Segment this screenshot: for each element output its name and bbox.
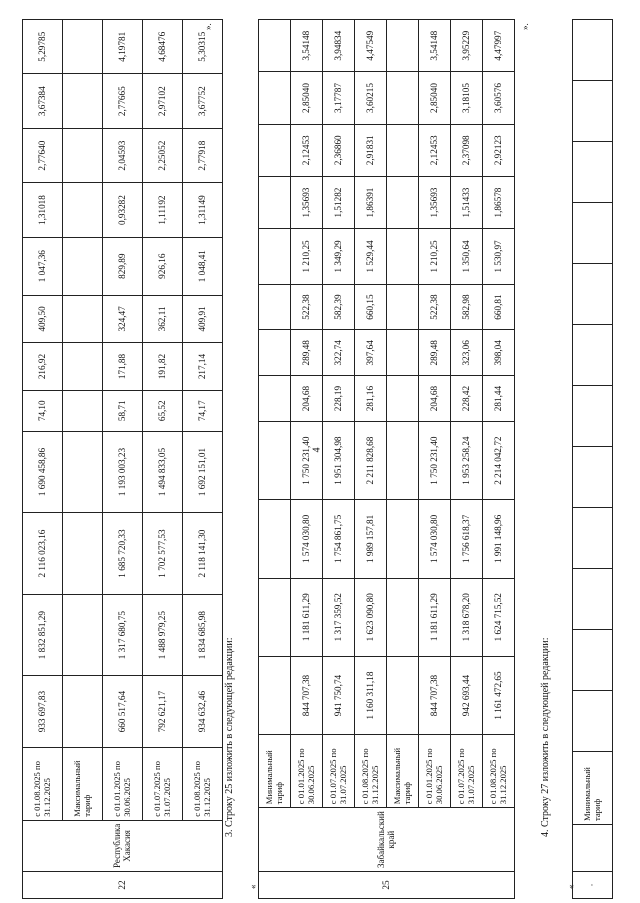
value-cell: 1 048,41 — [183, 237, 223, 295]
value-cell: 58,71 — [103, 390, 143, 431]
period-cell: Минимальный тариф — [573, 752, 613, 825]
value-cell — [387, 656, 419, 734]
value-cell — [387, 376, 419, 422]
page-number: 4 — [311, 447, 323, 453]
value-cell: 4,19781 — [103, 20, 143, 75]
value-cell: 1 756 618,37 — [451, 500, 483, 578]
value-cell: 1,11192 — [143, 183, 183, 237]
value-cell: 2,77918 — [183, 128, 223, 182]
value-cell: 409,50 — [23, 295, 63, 343]
value-cell: 1 160 311,18 — [355, 656, 387, 734]
tariff-table-2 — [258, 19, 515, 899]
value-cell: 398,04 — [483, 330, 515, 376]
value-cell: 74,17 — [183, 390, 223, 431]
value-cell — [63, 431, 103, 513]
value-cell: 2,77665 — [103, 74, 143, 128]
value-cell — [573, 447, 613, 508]
value-cell — [573, 569, 613, 630]
table-row — [291, 20, 323, 899]
value-cell: 1 350,64 — [451, 229, 483, 285]
value-cell: 934 632,46 — [183, 676, 223, 747]
value-cell: 323,06 — [451, 330, 483, 376]
close-quote-1: ». — [203, 23, 213, 30]
value-cell: 409,91 — [183, 295, 223, 343]
value-cell — [63, 128, 103, 182]
value-cell: 844 707,38 — [419, 656, 451, 734]
value-cell: 74,10 — [23, 390, 63, 431]
value-cell — [573, 691, 613, 752]
value-cell: 1 210,25 — [419, 229, 451, 285]
table-row — [419, 20, 451, 899]
value-cell — [573, 203, 613, 264]
table-row — [23, 20, 63, 899]
value-cell: 941 750,74 — [323, 656, 355, 734]
value-cell: 217,14 — [183, 343, 223, 391]
value-cell: 2,85040 — [291, 72, 323, 124]
value-cell: 2,04593 — [103, 128, 143, 182]
value-cell: 1 317 680,75 — [103, 594, 143, 676]
value-cell: 1 624 715,52 — [483, 578, 515, 656]
value-cell — [259, 229, 291, 285]
value-cell — [387, 229, 419, 285]
open-quote-3: « — [566, 884, 576, 889]
value-cell — [573, 142, 613, 203]
value-cell: 3,60215 — [355, 72, 387, 124]
value-cell: 171,88 — [103, 343, 143, 391]
value-cell — [387, 124, 419, 176]
value-cell: 397,64 — [355, 330, 387, 376]
value-cell — [387, 330, 419, 376]
open-quote-2: « — [248, 884, 258, 889]
value-cell: 660 517,64 — [103, 676, 143, 747]
value-cell: 1 530,97 — [483, 229, 515, 285]
value-cell: 2,91831 — [355, 124, 387, 176]
value-cell — [573, 264, 613, 325]
value-cell: 1 750 231,40 — [419, 421, 451, 499]
value-cell: 1 193 003,23 — [103, 431, 143, 513]
value-cell: 362,11 — [143, 295, 183, 343]
value-cell: 5,29785 — [23, 20, 63, 75]
row-number-cell: 22 — [23, 872, 223, 899]
value-cell: 933 697,83 — [23, 676, 63, 747]
region-name-cell: Забайкальский край — [259, 808, 515, 872]
value-cell: 1 317 359,52 — [323, 578, 355, 656]
period-cell: с 01.07.2025 по 31.07.2025 — [143, 747, 183, 820]
value-cell: 4,47549 — [355, 20, 387, 72]
value-cell: 281,44 — [483, 376, 515, 422]
value-cell: 1 529,44 — [355, 229, 387, 285]
table-row — [573, 20, 613, 899]
value-cell: 1 685 720,33 — [103, 513, 143, 595]
tariff-table-1 — [22, 19, 223, 899]
value-cell: 1 161 472,65 — [483, 656, 515, 734]
value-cell: 844 707,38 — [291, 656, 323, 734]
value-cell — [63, 343, 103, 391]
value-cell: 204,68 — [291, 376, 323, 422]
table-row — [451, 20, 483, 899]
value-cell: 1 754 861,75 — [323, 500, 355, 578]
value-cell: 3,94834 — [323, 20, 355, 72]
value-cell: 1 574 030,80 — [419, 500, 451, 578]
value-cell: 2,92123 — [483, 124, 515, 176]
value-cell — [63, 183, 103, 237]
value-cell — [63, 237, 103, 295]
value-cell: 1,86391 — [355, 176, 387, 228]
period-cell: с 01.01.2025 по 30.06.2025 — [419, 735, 451, 808]
period-cell: с 01.01.2025 по 30.06.2025 — [291, 735, 323, 808]
value-cell — [259, 284, 291, 330]
value-cell: 1 991 148,96 — [483, 500, 515, 578]
period-cell: с 01.07.2025 по 31.07.2025 — [323, 735, 355, 808]
value-cell: 3,67752 — [183, 74, 223, 128]
value-cell — [573, 386, 613, 447]
value-cell: 1,51282 — [323, 176, 355, 228]
value-cell: 3,54148 — [291, 20, 323, 72]
value-cell: 3,60576 — [483, 72, 515, 124]
value-cell: 216,92 — [23, 343, 63, 391]
period-cell: с 01.08.2025 по 31.12.2025 — [23, 747, 63, 820]
value-cell: 2,12453 — [419, 124, 451, 176]
value-cell: 2,36860 — [323, 124, 355, 176]
value-cell: 792 621,17 — [143, 676, 183, 747]
value-cell: 204,68 — [419, 376, 451, 422]
value-cell: 0,93282 — [103, 183, 143, 237]
value-cell: 1 951 304,98 — [323, 421, 355, 499]
value-cell: 2 211 828,68 — [355, 421, 387, 499]
value-cell — [259, 376, 291, 422]
value-cell: 1 989 157,81 — [355, 500, 387, 578]
instruction-caption-4: 4. Строку 27 изложить в следующей редакции: — [540, 637, 551, 837]
value-cell: 1 494 833,05 — [143, 431, 183, 513]
value-cell — [63, 295, 103, 343]
value-cell: 1 047,36 — [23, 237, 63, 295]
value-cell: 289,48 — [419, 330, 451, 376]
value-cell: 2,85040 — [419, 72, 451, 124]
table-row — [387, 20, 419, 899]
period-cell: с 01.08.2025 по 31.12.2025 — [183, 747, 223, 820]
value-cell — [63, 390, 103, 431]
value-cell: 2,37098 — [451, 124, 483, 176]
value-cell: 228,19 — [323, 376, 355, 422]
value-cell — [63, 74, 103, 128]
value-cell — [387, 500, 419, 578]
value-cell — [259, 176, 291, 228]
table-row — [103, 20, 143, 899]
value-cell: 1 692 151,01 — [183, 431, 223, 513]
value-cell: 4,68476 — [143, 20, 183, 75]
value-cell: 926,16 — [143, 237, 183, 295]
value-cell: 65,52 — [143, 390, 183, 431]
value-cell: 522,38 — [419, 284, 451, 330]
tariff-table-3 — [572, 19, 613, 899]
value-cell: 1 349,29 — [323, 229, 355, 285]
value-cell: 660,81 — [483, 284, 515, 330]
value-cell: 522,38 — [291, 284, 323, 330]
value-cell: 1 953 258,24 — [451, 421, 483, 499]
value-cell — [573, 325, 613, 386]
value-cell: 2,97102 — [143, 74, 183, 128]
period-cell: Минимальный тариф — [259, 735, 291, 808]
value-cell: 1 702 577,53 — [143, 513, 183, 595]
value-cell: 324,47 — [103, 295, 143, 343]
value-cell: 2,12453 — [291, 124, 323, 176]
period-cell: Максимальный тариф — [387, 735, 419, 808]
value-cell: 3,95229 — [451, 20, 483, 72]
value-cell: 4,47997 — [483, 20, 515, 72]
table-row — [259, 20, 291, 899]
value-cell: 281,16 — [355, 376, 387, 422]
value-cell: 1 834 685,98 — [183, 594, 223, 676]
row-number-cell: 25 — [259, 872, 515, 899]
table-row — [183, 20, 223, 899]
value-cell — [63, 676, 103, 747]
value-cell: 3,17787 — [323, 72, 355, 124]
value-cell — [387, 284, 419, 330]
table-row — [143, 20, 183, 899]
period-cell: с 01.01.2025 по 30.06.2025 — [103, 747, 143, 820]
value-cell: 5,30315 — [183, 20, 223, 75]
value-cell — [259, 500, 291, 578]
table-row — [323, 20, 355, 899]
value-cell — [573, 630, 613, 691]
value-cell: 1,35693 — [419, 176, 451, 228]
value-cell: 942 693,44 — [451, 656, 483, 734]
value-cell: 1,35693 — [291, 176, 323, 228]
table-row — [355, 20, 387, 899]
value-cell: 1 574 030,80 — [291, 500, 323, 578]
value-cell — [387, 421, 419, 499]
value-cell — [573, 20, 613, 81]
value-cell: 3,18105 — [451, 72, 483, 124]
value-cell: 1 318 678,20 — [451, 578, 483, 656]
value-cell: 1,51433 — [451, 176, 483, 228]
value-cell: 1 690 458,86 — [23, 431, 63, 513]
instruction-caption-3: 3. Строку 25 изложить в следующей редакции: — [224, 637, 235, 837]
value-cell — [573, 81, 613, 142]
value-cell: 582,98 — [451, 284, 483, 330]
value-cell: 1 181 611,29 — [291, 578, 323, 656]
value-cell — [387, 72, 419, 124]
value-cell — [63, 594, 103, 676]
table-row — [63, 20, 103, 899]
value-cell: 829,89 — [103, 237, 143, 295]
value-cell — [259, 330, 291, 376]
value-cell: 3,67384 — [23, 74, 63, 128]
close-quote-2: ». — [520, 23, 530, 30]
value-cell: 3,54148 — [419, 20, 451, 72]
value-cell: 1 832 851,29 — [23, 594, 63, 676]
value-cell: 582,39 — [323, 284, 355, 330]
period-cell: Максимальный тариф — [63, 747, 103, 820]
value-cell — [259, 20, 291, 72]
value-cell: 1 181 611,29 — [419, 578, 451, 656]
value-cell: 1 623 090,80 — [355, 578, 387, 656]
value-cell: 191,82 — [143, 343, 183, 391]
period-cell: с 01.07.2025 по 31.07.2025 — [451, 735, 483, 808]
value-cell: 1 488 979,25 — [143, 594, 183, 676]
value-cell — [259, 656, 291, 734]
value-cell: 1,31149 — [183, 183, 223, 237]
value-cell: 1 210,25 — [291, 229, 323, 285]
region-name-cell — [573, 825, 613, 872]
value-cell — [259, 124, 291, 176]
period-cell: с 01.08.2025 по 31.12.2025 — [483, 735, 515, 808]
value-cell — [63, 513, 103, 595]
value-cell: 2,77640 — [23, 128, 63, 182]
value-cell: 2 214 042,72 — [483, 421, 515, 499]
value-cell — [387, 176, 419, 228]
value-cell: 322,74 — [323, 330, 355, 376]
value-cell — [573, 508, 613, 569]
value-cell: 2,25052 — [143, 128, 183, 182]
value-cell: 660,15 — [355, 284, 387, 330]
value-cell: 1 750 231,40 — [291, 421, 323, 499]
row-number-cell: · — [573, 872, 613, 899]
value-cell — [259, 72, 291, 124]
value-cell: 228,42 — [451, 376, 483, 422]
table-row — [483, 20, 515, 899]
value-cell: 1,31018 — [23, 183, 63, 237]
value-cell: 2 118 141,30 — [183, 513, 223, 595]
value-cell — [259, 578, 291, 656]
value-cell: 289,48 — [291, 330, 323, 376]
value-cell — [63, 20, 103, 75]
value-cell — [387, 20, 419, 72]
value-cell — [387, 578, 419, 656]
value-cell — [259, 421, 291, 499]
region-name-cell: Республика Хакасия — [23, 820, 223, 871]
value-cell: 2 116 023,16 — [23, 513, 63, 595]
value-cell: 1,86578 — [483, 176, 515, 228]
period-cell: с 01.08.2025 по 31.12.2025 — [355, 735, 387, 808]
